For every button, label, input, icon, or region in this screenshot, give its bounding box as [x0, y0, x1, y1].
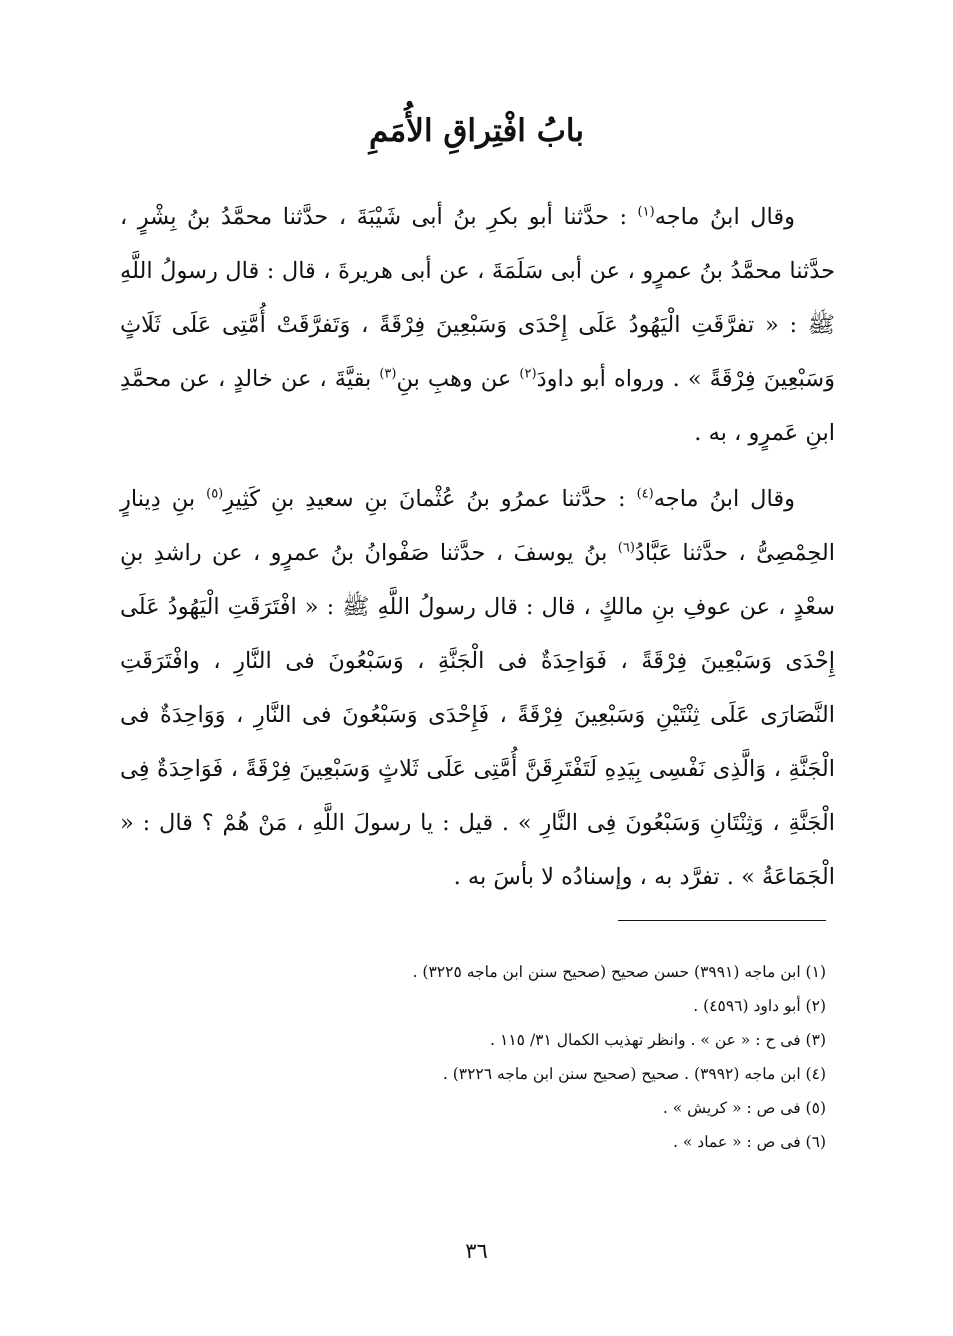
footnote-ref-5: (٥) [206, 486, 224, 502]
paragraph-1 [120, 190, 835, 460]
paragraph-2-text-a: وقال ابنُ ماجه [653, 486, 795, 512]
paragraph-1-text-a: وقال ابنُ ماجه [654, 204, 795, 230]
paragraph-2-text-b: : حدَّثنا عمرُو بنُ عُثْمانَ بنِ سعيدِ بنِ كَثِيرِ [223, 486, 637, 512]
footnote-3: (٣) فى ح : « عن » . وانظر تهذيب الكمال ٣١/ ١١٥ . [490, 1031, 826, 1049]
footnote-6: (٦) فى ص : « عماد » . [673, 1133, 826, 1151]
footnote-ref-4: (٤) [636, 486, 654, 502]
footnote-2: (٢) أبو داود (٤٥٩٦) . [693, 997, 826, 1015]
page-number: ٣٦ [465, 1239, 488, 1263]
chapter-title: بابُ افْتِراقِ الأُمَمِ [369, 113, 584, 149]
footnote-ref-3: (٣) [379, 366, 397, 382]
paragraph-1-text-d: بقيَّةَ ، عن خالدٍ ، عن محمَّدِ ابنِ عَمرٍو ، به . [120, 366, 835, 446]
footnote-1: (١) ابن ماجه (٣٩٩١) حسن صحيح (صحيح سنن ابن ماجه ٣٢٢٥) . [412, 963, 826, 981]
footnotes [286, 955, 826, 1159]
paragraph-1-text-b: : حدَّثنا أبو بكرِ بنُ أبى شَيْبَةَ ، حدَّثنا محمَّدُ بنُ بِشْرٍ ، حدَّثنا محمَّدُ بنُ عمرٍو ، عن أبى سَلَمَةَ ، عن أبى هريرةَ ، قال : قال رسولُ اللَّهِ ﷺ : « تفرَّقَتِ الْيَهُودُ عَلَى إِحْدَى وَسَبْعِينَ فِرْقَةً ، وَتَفرَّقَتْ أُمَّتِى عَلَى ثَلَاثٍ وَسَبْعِينَ فِرْقَةً » . ورواه أبو داودَ [120, 204, 836, 392]
footnote-separator [618, 920, 826, 921]
body-text [120, 190, 835, 904]
footnote-5: (٥) فى ص : « كريش » . [662, 1099, 826, 1117]
paragraph-2-text-d: بنُ يوسفَ ، حدَّثنا صَفْوانُ بنُ عمرٍو ، عن راشدِ بنِ سعْدٍ ، عن عوفِ بنِ مالكٍ ، قال : قال رسولُ اللَّهِ ﷺ : « افْتَرَقَتِ الْيَهُودُ عَلَى إِحْدَى وَسَبْعِينَ فِرْقَةً ، فَوَاحِدَةٌ فى الْجَنَّةِ ، وَسَبْعُونَ فى النَّارِ ، وافْتَرَقَتِ النَّصَارَى عَلَى ثِنْتَيْنِ وَسَبْعِينَ فِرْقَةً ، فَإِحْدَى وَسَبْعُونَ فى النَّارِ ، وَوَاحِدَةٌ فى الْجَنَّةِ ، وَالَّذِى نَفْسِى بِيَدِهِ لَتَفْتَرِقَنَّ أُمَّتِى عَلَى ثَلاثٍ وَسَبْعِينَ فِرْقَةً ، فَوَاحِدَةٌ فِى الْجَنَّةِ ، وَثِنْتَانِ وَسَبْعُونَ فِى النَّارِ » . قيل : يا رسولَ اللَّهِ ، مَنْ هُمْ ؟ قال : « الْجَمَاعَةُ » . تفرَّد به ، وإسنادُه لا بأسَ به . [120, 540, 835, 890]
footnote-ref-1: (١) [637, 204, 655, 220]
paragraph-2-text-c: بنِ دِينارٍ الحِمْصِىُّ ، حدَّثنا عَبَّادُ [120, 486, 836, 566]
footnote-4: (٤) ابن ماجه (٣٩٩٢) . صحيح (صحيح سنن ابن ماجه ٣٢٢٦) . [442, 1065, 826, 1083]
footnote-ref-6: (٦) [617, 540, 635, 556]
paragraph-1-text-c: عن وهبِ بنِ [396, 366, 520, 392]
footnote-ref-2: (٢) [519, 366, 537, 382]
paragraph-2 [120, 472, 835, 904]
